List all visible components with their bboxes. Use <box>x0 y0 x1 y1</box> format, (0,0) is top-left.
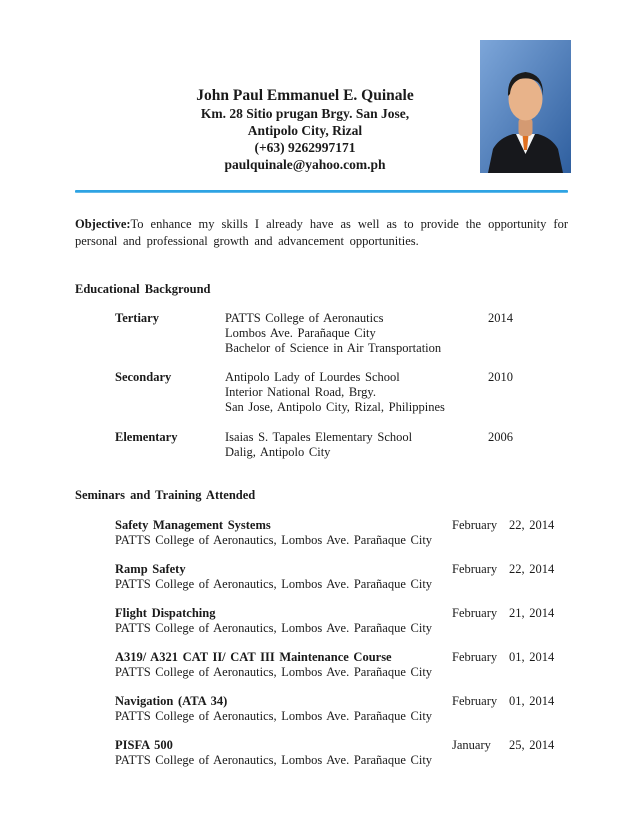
seminar-text <box>115 650 452 680</box>
seminar-title: Safety Management Systems <box>115 518 271 533</box>
education-details <box>225 311 488 355</box>
seminars-heading: Seminars and Training Attended <box>75 488 256 503</box>
seminar-text <box>115 562 452 592</box>
education-row <box>115 311 568 355</box>
objective-label: Objective: <box>75 217 131 231</box>
seminar-title: Flight Dispatching <box>115 606 216 621</box>
seminar-day-year: 21, 2014 <box>509 606 555 621</box>
seminar-venue: PATTS College of Aeronautics, Lombos Ave. Parañaque City <box>115 665 433 680</box>
seminar-venue: PATTS College of Aeronautics, Lombos Ave. Parañaque City <box>115 621 433 636</box>
seminar-item <box>115 518 568 548</box>
seminar-month: February <box>452 606 498 621</box>
seminar-title: Ramp Safety <box>115 562 186 577</box>
seminar-item <box>115 694 568 724</box>
profile-photo <box>480 40 571 173</box>
header-divider <box>75 190 568 193</box>
seminar-month: February <box>452 562 498 577</box>
seminar-month: February <box>452 694 498 709</box>
address-line-2: Antipolo City, Rizal <box>247 123 363 138</box>
seminar-venue: PATTS College of Aeronautics, Lombos Ave. Parañaque City <box>115 709 433 724</box>
education-detail-line: Isaias S. Tapales Elementary School <box>225 429 413 444</box>
seminar-title: PISFA 500 <box>115 738 173 753</box>
seminar-text <box>115 738 452 768</box>
education-detail-line: San Jose, Antipolo City, Rizal, Philippines <box>225 399 445 414</box>
seminar-venue: PATTS College of Aeronautics, Lombos Ave. Parañaque City <box>115 753 433 768</box>
education-detail-line: Interior National Road, Brgy. <box>225 385 376 400</box>
education-row <box>115 430 568 460</box>
seminar-month: February <box>452 518 498 533</box>
seminar-day-year: 25, 2014 <box>509 738 555 753</box>
education-row <box>115 370 568 414</box>
education-rows <box>75 311 568 459</box>
education-detail-line: Bachelor of Science in Air Transportation <box>225 340 442 355</box>
education-detail-line: Dalig, Antipolo City <box>225 444 331 459</box>
seminar-month: January <box>452 738 491 753</box>
education-detail-line: PATTS College of Aeronautics <box>225 311 384 325</box>
seminar-day-year: 22, 2014 <box>509 562 555 577</box>
education-details <box>225 430 488 460</box>
seminar-list <box>75 518 568 768</box>
seminar-text <box>115 518 452 548</box>
seminar-day-year: 22, 2014 <box>509 518 555 533</box>
seminar-month: February <box>452 650 498 665</box>
profile-photo-graphic <box>480 40 571 173</box>
seminar-venue: PATTS College of Aeronautics, Lombos Ave. Parañaque City <box>115 577 433 592</box>
objective-paragraph <box>75 216 568 250</box>
education-heading: Educational Background <box>75 282 211 296</box>
education-level: Elementary <box>115 429 178 444</box>
address-line-1: Km. 28 Sitio prugan Brgy. San Jose, <box>200 106 410 121</box>
seminar-item <box>115 606 568 636</box>
candidate-name: John Paul Emmanuel E. Quinale <box>196 87 414 104</box>
seminar-item <box>115 738 568 768</box>
seminar-text <box>115 606 452 636</box>
objective-text: To enhance my skills I already have as well as to provide the opportunity for personal and professional growth and advancement opportunities. <box>75 217 568 248</box>
seminar-item <box>115 650 568 680</box>
phone-number: (+63) 9262997171 <box>254 140 356 155</box>
education-detail-line: Lombos Ave. Parañaque City <box>225 325 376 340</box>
seminar-day-year: 01, 2014 <box>509 694 555 709</box>
email-address: paulquinale@yahoo.com.ph <box>224 157 386 172</box>
education-year: 2014 <box>488 311 513 325</box>
seminar-title: Navigation (ATA 34) <box>115 694 228 709</box>
education-year: 2006 <box>488 429 513 444</box>
education-year: 2010 <box>488 370 513 385</box>
seminar-text <box>115 694 452 724</box>
education-level: Secondary <box>115 370 172 385</box>
seminar-title: A319/ A321 CAT II/ CAT III Maintenance Course <box>115 650 392 665</box>
education-details <box>225 370 488 414</box>
seminar-day-year: 01, 2014 <box>509 650 555 665</box>
header <box>75 0 535 173</box>
education-detail-line: Antipolo Lady of Lourdes School <box>225 370 400 385</box>
seminar-item <box>115 562 568 592</box>
education-level: Tertiary <box>115 311 159 325</box>
seminar-venue: PATTS College of Aeronautics, Lombos Ave. Parañaque City <box>115 533 433 548</box>
